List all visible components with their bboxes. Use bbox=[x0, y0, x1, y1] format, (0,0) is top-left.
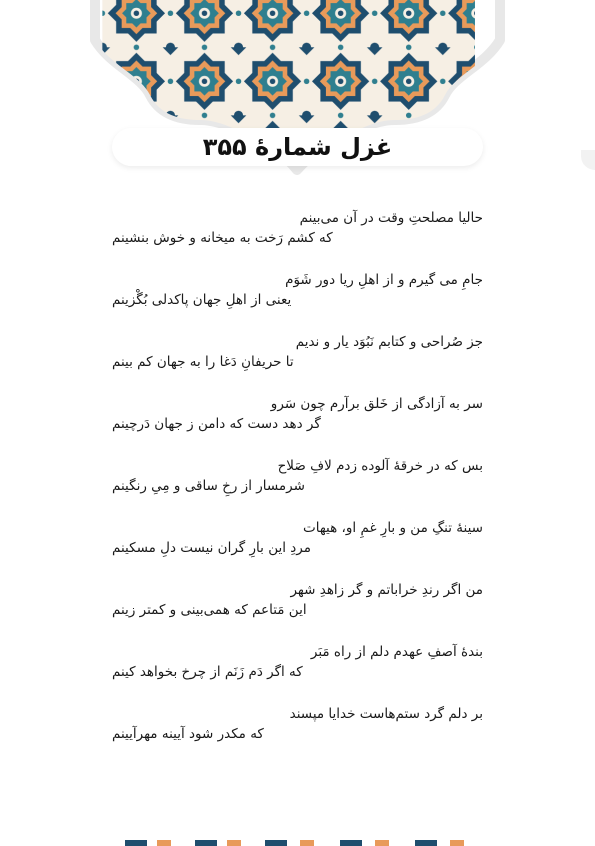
footer-pattern-strip bbox=[95, 838, 500, 846]
couplet bbox=[112, 208, 483, 270]
first-hemistich: بر دلم گرد ستم‌هاست خدایا مپسند bbox=[289, 706, 483, 722]
second-hemistich-text: شرمسار از رخِ ساقی و مِیِ رنگینم bbox=[112, 478, 305, 494]
poem-body bbox=[112, 208, 483, 766]
second-hemistich-text: که کشم رَخت به میخانه و خوش بنشینم bbox=[112, 230, 333, 246]
couplet bbox=[112, 394, 483, 456]
second-hemistich bbox=[112, 290, 483, 310]
second-hemistich-text: که مکدر شود آیینه مهرآیینم bbox=[112, 726, 264, 742]
first-hemistich: جز صُراحی و کتابم نَبُوَد یار و ندیم bbox=[295, 334, 483, 350]
second-hemistich bbox=[112, 352, 483, 372]
second-hemistich bbox=[112, 662, 483, 682]
couplet bbox=[112, 580, 483, 642]
couplet bbox=[112, 332, 483, 394]
couplet bbox=[112, 642, 483, 704]
couplet bbox=[112, 518, 483, 580]
second-hemistich bbox=[112, 600, 483, 620]
first-hemistich: حالیا مصلحتِ وقت در آن می‌بینم bbox=[299, 210, 483, 226]
first-hemistich: من اگر رندِ خراباتم و گر زاهدِ شهر bbox=[290, 582, 483, 598]
page-edge-decoration bbox=[581, 150, 595, 170]
first-hemistich: جامِ می گیرم و از اهلِ ریا دور شَوَم bbox=[285, 272, 483, 288]
second-hemistich-text: این مَتاعم که همی‌بینی و کمتر زینم bbox=[112, 602, 307, 618]
second-hemistich bbox=[112, 724, 483, 744]
second-hemistich-text: مردِ این بارِ گران نیست دلِ مسکینم bbox=[112, 540, 311, 556]
couplet bbox=[112, 270, 483, 332]
second-hemistich bbox=[112, 414, 483, 434]
second-hemistich-text: تا حریفانِ دَغا را به جهان کم بینم bbox=[112, 354, 294, 370]
couplet bbox=[112, 704, 483, 766]
second-hemistich bbox=[112, 228, 483, 248]
second-hemistich-text: یعنی از اهلِ جهان پاکدلی بُگْزینم bbox=[112, 292, 292, 308]
first-hemistich: بندهٔ آصفِ عهدم دلم از راه مَبَر bbox=[310, 644, 483, 660]
first-hemistich: بس که در خرقهٔ آلوده زدم لافِ صَلاح bbox=[277, 458, 483, 474]
first-hemistich: سینهٔ تنگِ من و بارِ غمِ او، هیهات bbox=[303, 520, 483, 536]
second-hemistich-text: که اگر دَم زَنَم از چرخ بخواهد کینم bbox=[112, 664, 303, 680]
second-hemistich-text: گر دهد دست که دامن ز جهان دَرچینم bbox=[112, 416, 321, 432]
second-hemistich bbox=[112, 538, 483, 558]
poem-title: غزل شمارهٔ ۳۵۵ bbox=[202, 133, 393, 161]
second-hemistich bbox=[112, 476, 483, 496]
couplet bbox=[112, 456, 483, 518]
first-hemistich: سر به آزادگی از خَلق برآرم چون سَرو bbox=[270, 396, 483, 412]
